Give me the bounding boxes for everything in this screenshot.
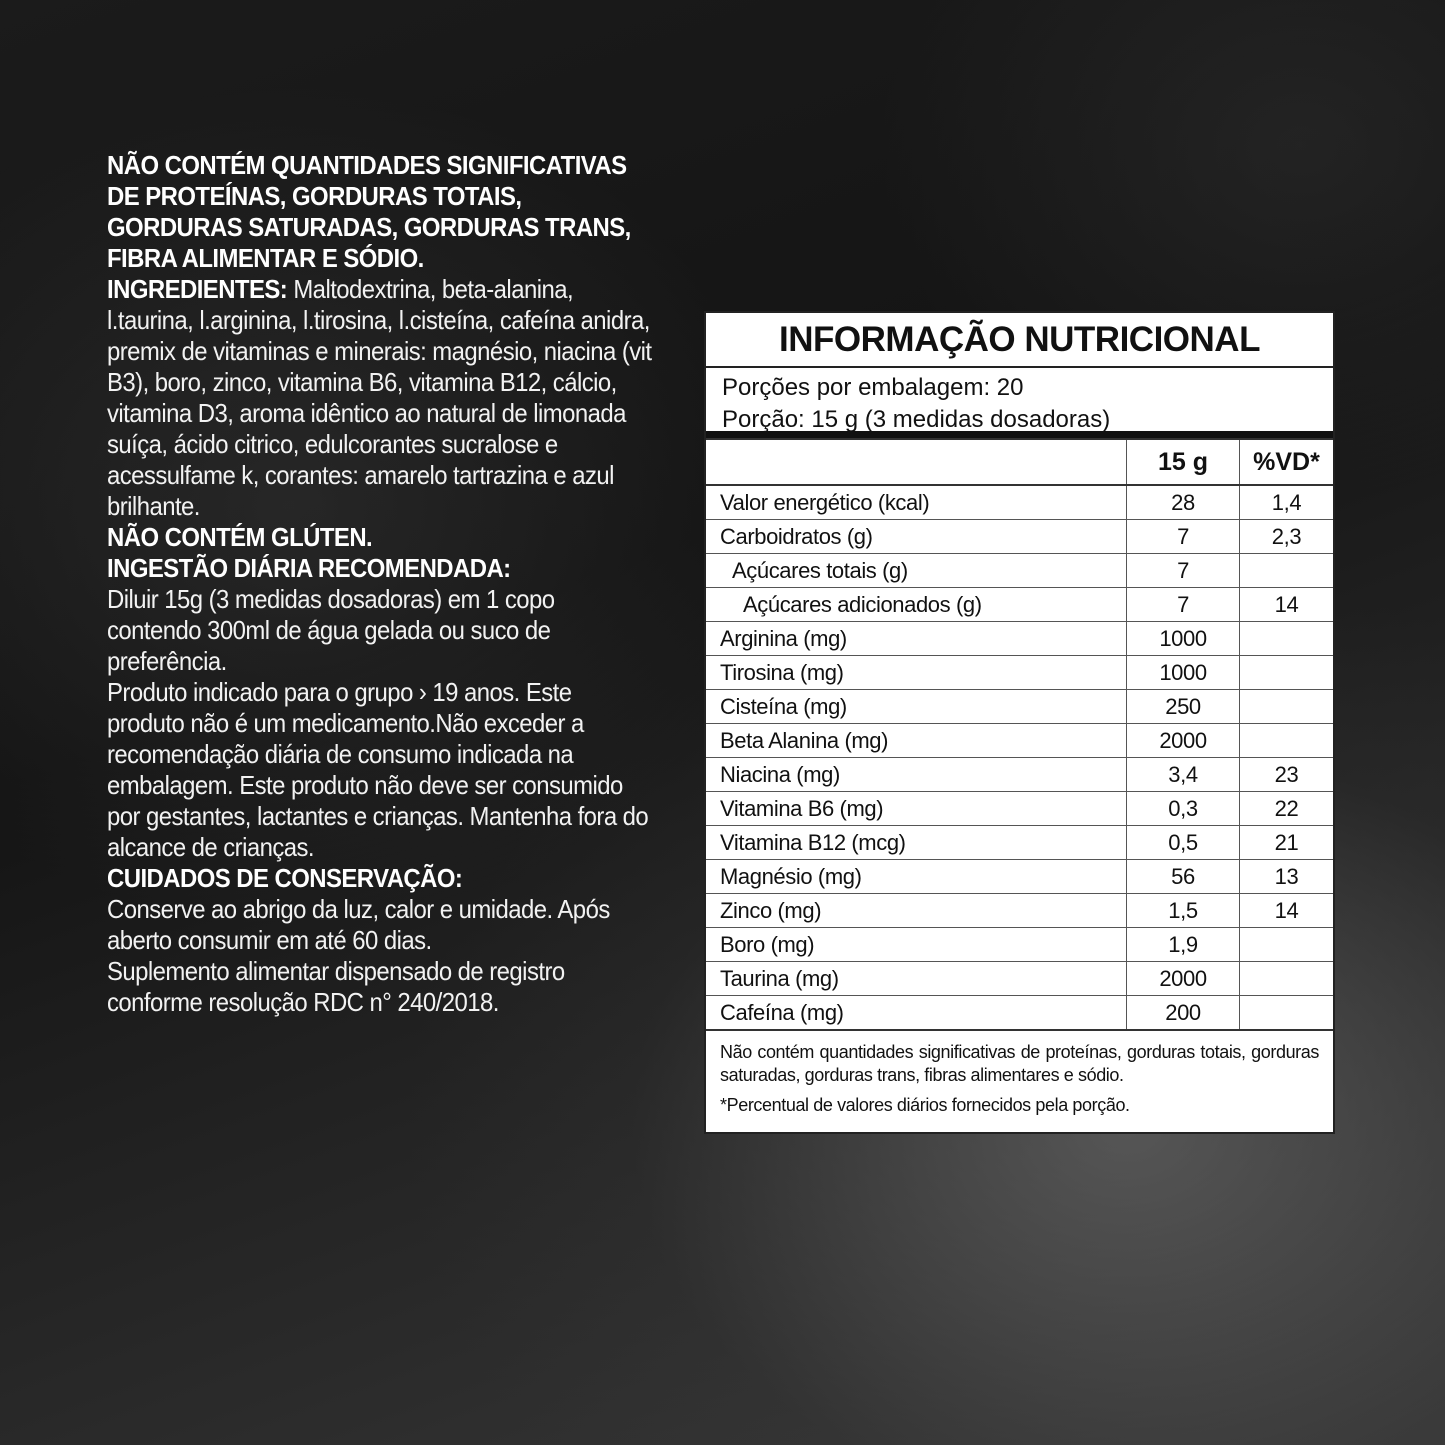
table-row <box>706 588 1333 622</box>
nutrient-daily-value <box>1240 554 1334 588</box>
table-row <box>706 894 1333 928</box>
table-row <box>706 724 1333 758</box>
header-nutrient <box>706 439 1127 485</box>
nutrition-table <box>706 438 1333 1029</box>
table-row <box>706 690 1333 724</box>
header-dv: %VD* <box>1240 439 1334 485</box>
nutrient-daily-value: 23 <box>1240 758 1334 792</box>
advice-text: Produto indicado para o grupo › 19 anos. Este produto não é um medicamento.Não exceder a recomendação diária de consumo indicada na embalagem. Este produto não deve ser consumido por gestantes, lactantes e crianças. Mantenha fora do alcance de crianças. <box>107 677 649 862</box>
nutrient-daily-value: 2,3 <box>1240 520 1334 554</box>
nutrient-name: Zinco (mg) <box>706 894 1127 928</box>
nutrition-facts-panel <box>704 311 1335 1134</box>
gluten-warning: NÃO CONTÉM GLÚTEN. <box>107 522 373 552</box>
nutrient-name: Tirosina (mg) <box>706 656 1127 690</box>
footnote-not-significant: Não contém quantidades significativas de proteínas, gorduras totais, gorduras saturadas, gorduras trans, fibras alimentares e sódio. <box>720 1042 1319 1085</box>
nutrient-daily-value: 22 <box>1240 792 1334 826</box>
nutrient-name: Vitamina B6 (mg) <box>706 792 1127 826</box>
table-row <box>706 860 1333 894</box>
nutrient-amount: 250 <box>1127 690 1240 724</box>
registration-text: Suplemento alimentar dispensado de registro conforme resolução RDC n° 240/2018. <box>107 956 565 1017</box>
nutrient-name: Cafeína (mg) <box>706 996 1127 1030</box>
table-row <box>706 758 1333 792</box>
ingredients-label: INGREDIENTES: <box>107 274 288 304</box>
nutrient-daily-value: 1,4 <box>1240 485 1334 520</box>
nutrient-name: Cisteína (mg) <box>706 690 1127 724</box>
table-row <box>706 520 1333 554</box>
nutrient-daily-value <box>1240 656 1334 690</box>
table-row <box>706 826 1333 860</box>
table-row <box>706 928 1333 962</box>
nutrient-name: Arginina (mg) <box>706 622 1127 656</box>
dosage-heading: INGESTÃO DIÁRIA RECOMENDADA: <box>107 553 511 583</box>
label-text-column <box>107 150 652 1018</box>
header-amount: 15 g <box>1127 439 1240 485</box>
nutrient-amount: 1,9 <box>1127 928 1240 962</box>
nutrient-amount: 1000 <box>1127 622 1240 656</box>
storage-block <box>107 863 652 956</box>
nutrient-daily-value <box>1240 690 1334 724</box>
serving-info <box>706 368 1333 438</box>
nutrient-amount: 0,3 <box>1127 792 1240 826</box>
servings-per-package: Porções por embalagem: 20 <box>722 374 1024 401</box>
dosage-text: Diluir 15g (3 medidas dosadoras) em 1 copo contendo 300ml de água gelada ou suco de preferência. <box>107 584 555 676</box>
nutrient-daily-value <box>1240 724 1334 758</box>
table-row <box>706 792 1333 826</box>
serving-size: Porção: 15 g (3 medidas dosadoras) <box>722 406 1111 433</box>
nutrient-amount: 1,5 <box>1127 894 1240 928</box>
nutrient-amount: 200 <box>1127 996 1240 1030</box>
nutrient-name: Vitamina B12 (mcg) <box>706 826 1127 860</box>
nutrient-amount: 0,5 <box>1127 826 1240 860</box>
nutrient-daily-value: 21 <box>1240 826 1334 860</box>
ingredients-block <box>107 274 652 553</box>
nutrient-name: Taurina (mg) <box>706 962 1127 996</box>
nutrient-daily-value: 14 <box>1240 588 1334 622</box>
nutrient-name: Açúcares adicionados (g) <box>706 588 1127 622</box>
nutrient-amount: 7 <box>1127 520 1240 554</box>
dosage-block <box>107 553 652 677</box>
nutrient-daily-value: 14 <box>1240 894 1334 928</box>
table-row <box>706 622 1333 656</box>
nutrient-amount: 7 <box>1127 554 1240 588</box>
nutrient-amount: 28 <box>1127 485 1240 520</box>
table-row <box>706 656 1333 690</box>
nutrient-name: Beta Alanina (mg) <box>706 724 1127 758</box>
nutrient-amount: 2000 <box>1127 962 1240 996</box>
nutrient-daily-value <box>1240 962 1334 996</box>
nutrient-amount: 1000 <box>1127 656 1240 690</box>
ingredients-text: Maltodextrina, beta-alanina, l.taurina, l.arginina, l.tirosina, l.cisteína, cafeína anidra, premix de vitaminas e minerais: magnésio, niacina (vit B3), boro, zinco, vitamina B6, vitamina B12, cálcio, vitamina D3, aroma idêntico ao natural de limonada suíça, ácido citrico, edulcorantes sucralose e acessulfame k, corantes: amarelo tartrazina e azul brilhante. <box>107 274 652 521</box>
nutrient-name: Carboidratos (g) <box>706 520 1127 554</box>
table-row <box>706 962 1333 996</box>
nutrient-daily-value <box>1240 622 1334 656</box>
nutrient-daily-value <box>1240 996 1334 1030</box>
nutrient-warning: NÃO CONTÉM QUANTIDADES SIGNIFICATIVAS DE PROTEÍNAS, GORDURAS TOTAIS, GORDURAS SATURADAS, GORDURAS TRANS, FIBRA ALIMENTAR E SÓDIO. <box>107 150 631 273</box>
nutrition-table-body <box>706 485 1333 1029</box>
table-row <box>706 554 1333 588</box>
storage-heading: CUIDADOS DE CONSERVAÇÃO: <box>107 863 463 893</box>
table-row <box>706 485 1333 520</box>
nutrient-name: Valor energético (kcal) <box>706 485 1127 520</box>
panel-title: INFORMAÇÃO NUTRICIONAL <box>706 313 1333 368</box>
nutrient-amount: 7 <box>1127 588 1240 622</box>
nutrient-name: Magnésio (mg) <box>706 860 1127 894</box>
nutrient-amount: 3,4 <box>1127 758 1240 792</box>
table-header-row <box>706 439 1333 485</box>
nutrient-daily-value <box>1240 928 1334 962</box>
nutrient-daily-value: 13 <box>1240 860 1334 894</box>
table-row <box>706 996 1333 1030</box>
nutrient-amount: 2000 <box>1127 724 1240 758</box>
storage-text: Conserve ao abrigo da luz, calor e umidade. Após aberto consumir em até 60 dias. <box>107 894 610 955</box>
nutrient-amount: 56 <box>1127 860 1240 894</box>
nutrient-name: Niacina (mg) <box>706 758 1127 792</box>
footnote-daily-values: *Percentual de valores diários fornecidos pela porção. <box>720 1095 1130 1115</box>
panel-footnotes <box>706 1029 1333 1117</box>
nutrient-name: Boro (mg) <box>706 928 1127 962</box>
nutrient-name: Açúcares totais (g) <box>706 554 1127 588</box>
